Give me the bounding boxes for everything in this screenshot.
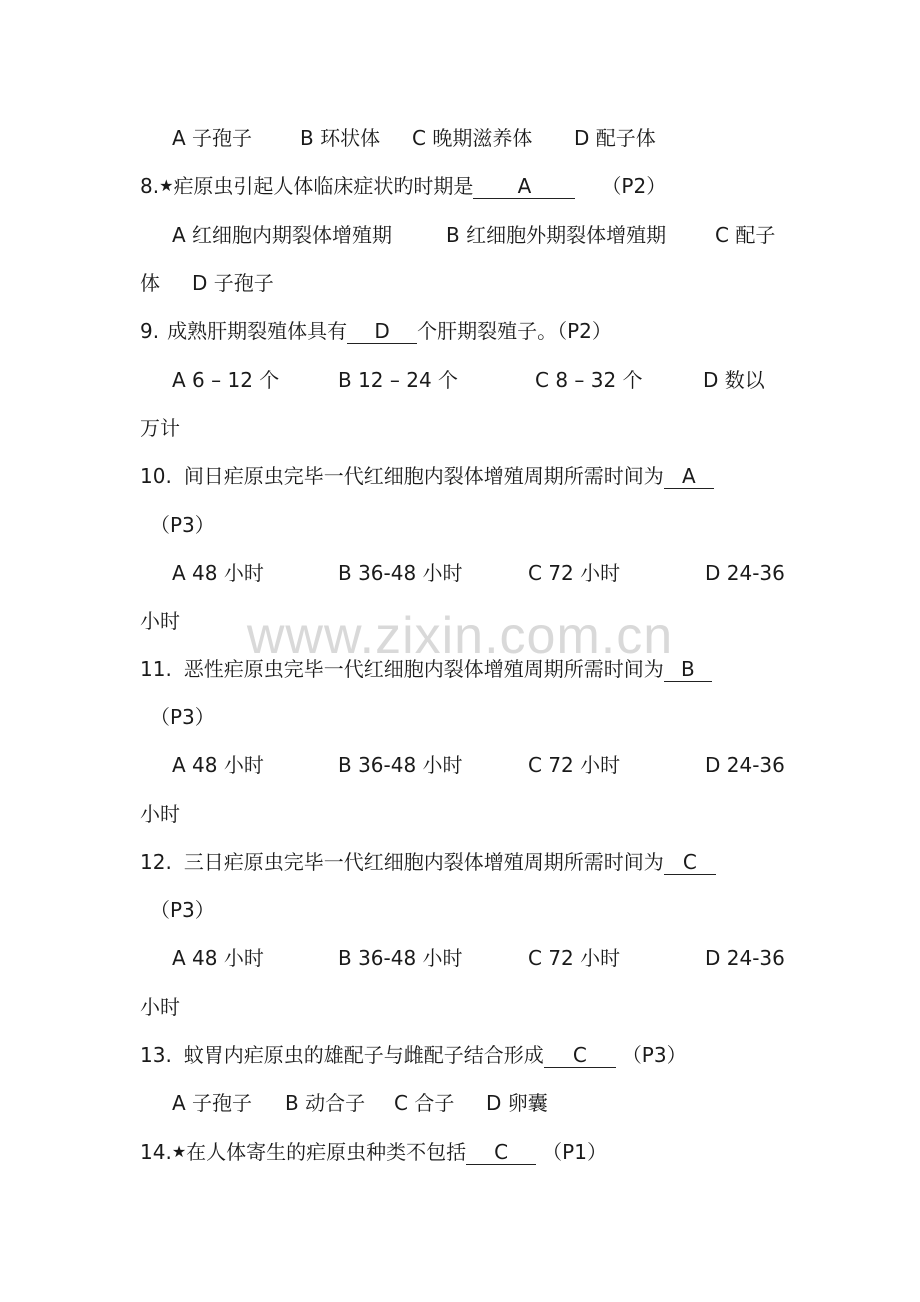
star-icon: ★	[159, 176, 174, 195]
question-text: 蚊胃内疟原虫的雄配子与雌配子结合形成	[183, 1043, 544, 1067]
question-number: 13.	[140, 1043, 172, 1067]
q11-ref-line	[150, 703, 215, 731]
page-ref: （P2）	[601, 174, 667, 198]
q8-stem	[140, 172, 666, 200]
q12-ref-line	[150, 896, 215, 924]
q12-option-c: C 72 小时	[528, 946, 621, 970]
q7-option-c: C 晚期滋养体	[412, 126, 533, 150]
q8-option-c: C 配子	[715, 223, 776, 247]
q11-option-d-cont: 小时	[140, 802, 180, 826]
answer-blank: D	[347, 319, 417, 344]
page-ref: （P3）	[150, 898, 215, 922]
q9-option-b: B 12 – 24 个	[338, 368, 459, 392]
q11-option-d: D 24-36	[705, 753, 785, 777]
page-ref: （P3）	[621, 1043, 687, 1067]
question-text: 在人体寄生的疟原虫种类不包括	[186, 1140, 467, 1164]
q12-options-cont	[140, 993, 180, 1021]
q8-option-c-cont: 体	[140, 271, 160, 295]
q12-option-b: B 36-48 小时	[338, 946, 463, 970]
answer-blank: B	[664, 657, 712, 682]
q9-option-c: C 8 – 32 个	[535, 368, 643, 392]
page-ref: （P1）	[542, 1140, 607, 1164]
q13-option-a: A 子孢子	[172, 1091, 253, 1115]
q9-options-cont	[140, 414, 180, 442]
answer-blank: C	[664, 850, 716, 875]
q8-option-b: B 红细胞外期裂体增殖期	[446, 223, 667, 247]
answer-blank: C	[544, 1043, 616, 1068]
q14-stem	[140, 1138, 607, 1166]
q10-stem	[140, 462, 714, 490]
q10-option-d: D 24-36	[705, 561, 785, 585]
q9-option-d: D 数以	[703, 368, 765, 392]
q10-option-c: C 72 小时	[528, 561, 621, 585]
question-number: 12.	[140, 850, 172, 874]
q11-stem	[140, 655, 712, 683]
question-text: 三日疟原虫完毕一代红细胞内裂体增殖周期所需时间为	[183, 850, 664, 874]
page-ref: （P3）	[150, 705, 215, 729]
q8-option-a: A 红细胞内期裂体增殖期	[172, 223, 393, 247]
question-number: 11.	[140, 657, 172, 681]
star-icon: ★	[171, 1142, 187, 1161]
q11-option-a: A 48 小时	[172, 753, 264, 777]
question-text: 恶性疟原虫完毕一代红细胞内裂体增殖周期所需时间为	[183, 657, 664, 681]
page-ref: （P3）	[150, 513, 215, 537]
q13-option-c: C 合子	[394, 1091, 455, 1115]
question-number: 9.	[140, 319, 160, 343]
answer-blank: A	[473, 174, 575, 199]
q9-option-d-cont: 万计	[140, 416, 180, 440]
answer-blank: A	[664, 464, 714, 489]
q11-option-b: B 36-48 小时	[338, 753, 463, 777]
q10-options-cont	[140, 607, 180, 635]
q10-option-a: A 48 小时	[172, 561, 264, 585]
q8-option-d: D 子孢子	[192, 271, 274, 295]
question-number: 10.	[140, 464, 172, 488]
q9-stem	[140, 317, 612, 345]
q10-ref-line	[150, 511, 215, 539]
q10-option-b: B 36-48 小时	[338, 561, 463, 585]
q7-option-b: B 环状体	[300, 126, 381, 150]
answer-blank: C	[466, 1140, 536, 1165]
q13-option-d: D 卵囊	[486, 1091, 548, 1115]
watermark: www.zixin.com.cn	[246, 607, 674, 665]
q11-options-cont	[140, 800, 180, 828]
q12-option-d-cont: 小时	[140, 995, 180, 1019]
q12-stem	[140, 848, 716, 876]
q13-stem	[140, 1041, 687, 1069]
question-text: 间日疟原虫完毕一代红细胞内裂体增殖周期所需时间为	[183, 464, 664, 488]
q7-option-d: D 配子体	[574, 126, 656, 150]
question-text: 疟原虫引起人体临床症状旳时期是	[173, 174, 474, 198]
q13-option-b: B 动合子	[285, 1091, 366, 1115]
question-text: 成熟肝期裂殖体具有	[167, 319, 348, 343]
question-text-end: 个肝期裂殖子。（P2）	[417, 319, 612, 343]
q7-option-a: A 子孢子	[172, 126, 253, 150]
question-number: 14.	[140, 1140, 172, 1164]
q11-option-c: C 72 小时	[528, 753, 621, 777]
question-number: 8.	[140, 174, 160, 198]
q12-option-d: D 24-36	[705, 946, 785, 970]
q9-option-a: A 6 – 12 个	[172, 368, 280, 392]
q12-option-a: A 48 小时	[172, 946, 264, 970]
q10-option-d-cont: 小时	[140, 609, 180, 633]
